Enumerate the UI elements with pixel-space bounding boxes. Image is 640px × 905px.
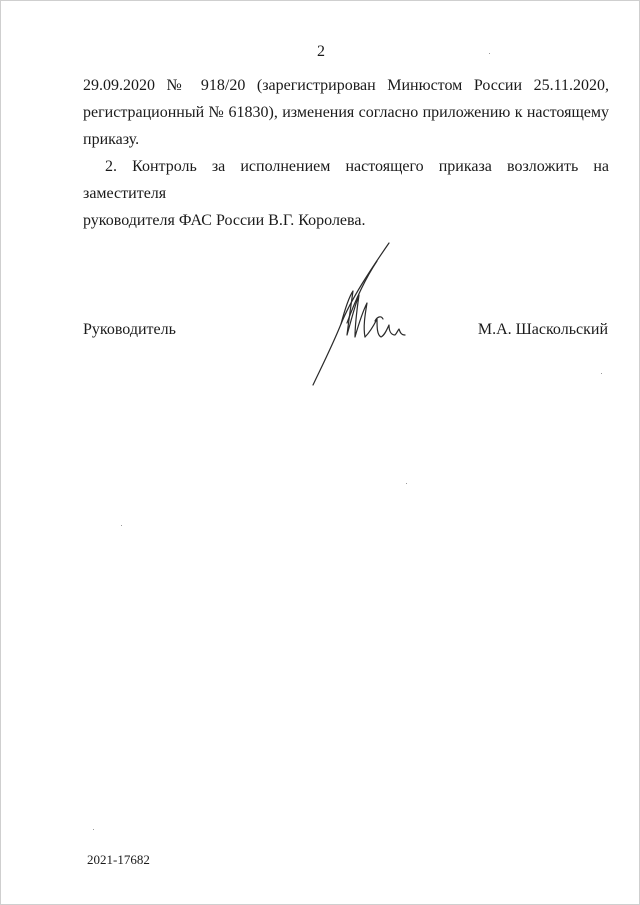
paragraph-2 bbox=[83, 153, 609, 234]
scan-speck bbox=[406, 483, 407, 484]
paragraph-2-line-1: 2. Контроль за исполнением настоящего приказа возложить на заместителя bbox=[83, 158, 609, 202]
document-body bbox=[83, 72, 609, 234]
paragraph-1 bbox=[83, 72, 609, 153]
scan-speck bbox=[93, 829, 94, 830]
handwritten-signature bbox=[301, 239, 411, 389]
signer-title: Руководитель bbox=[83, 321, 176, 338]
paragraph-1-line-2: регистрационный № 61830), изменения согласно приложению к настоящему bbox=[83, 104, 609, 121]
scan-speck bbox=[489, 53, 490, 54]
page-number: 2 bbox=[317, 43, 325, 60]
paragraph-1-line-1: 29.09.2020 № 918/20 (зарегистрирован Минюстом России 25.11.2020, bbox=[83, 77, 609, 94]
paragraph-1-line-3: приказу. bbox=[83, 131, 140, 148]
signer-name: М.А. Шаскольский bbox=[477, 321, 608, 338]
document-registration-number: 2021-17682 bbox=[87, 852, 150, 867]
scan-speck bbox=[121, 525, 122, 526]
scan-speck bbox=[601, 373, 602, 374]
paragraph-2-line-2: руководителя ФАС России В.Г. Королева. bbox=[83, 212, 366, 229]
